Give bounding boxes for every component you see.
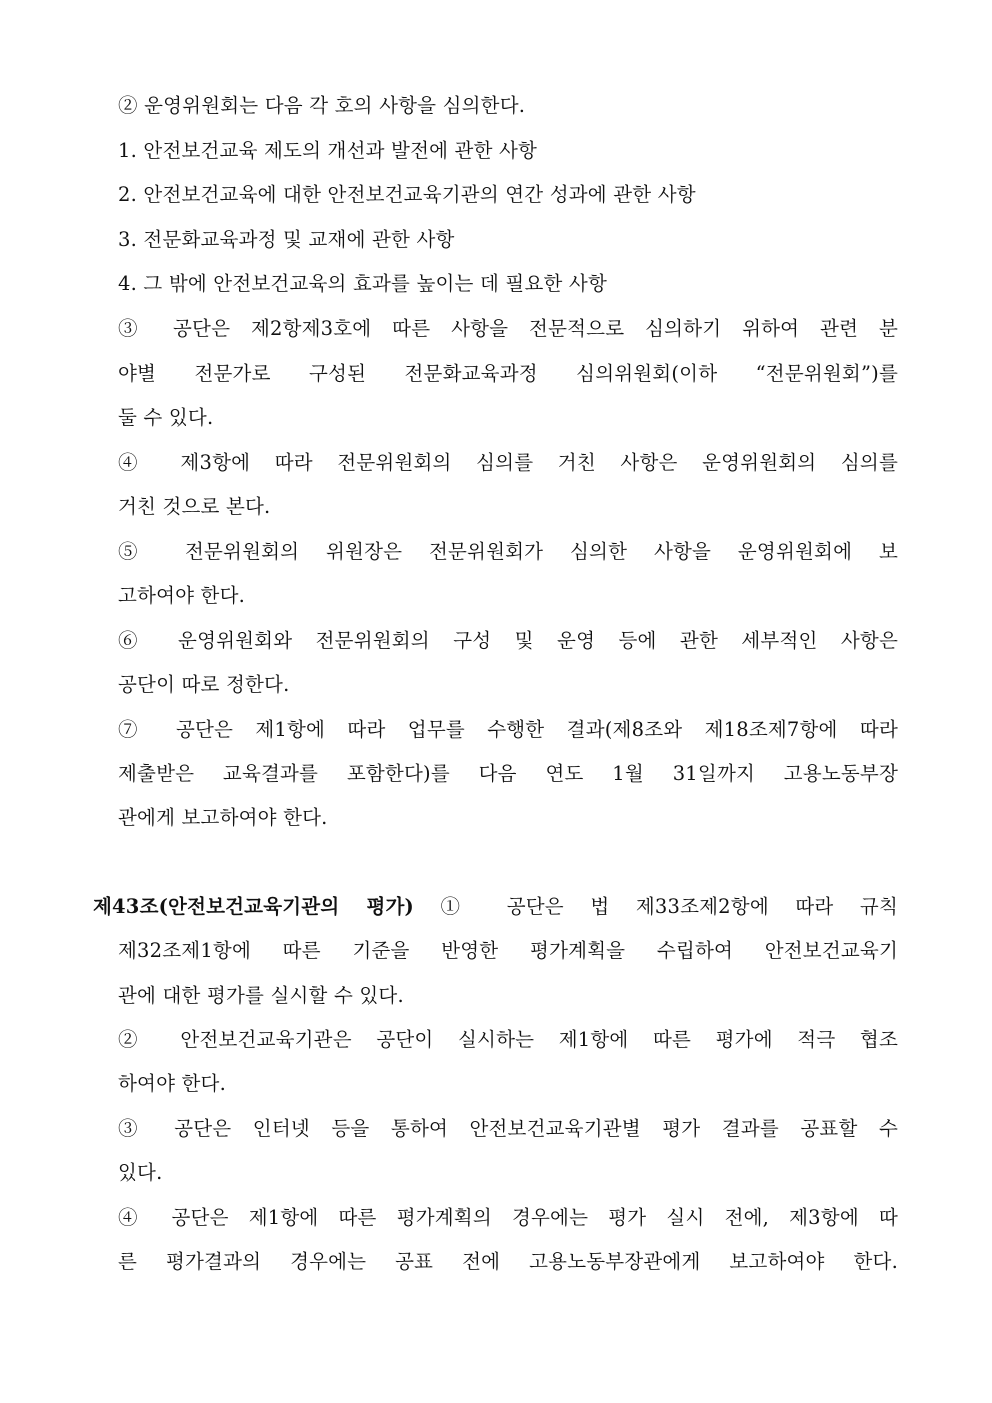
article43-heading-line bbox=[93, 893, 898, 921]
article42-item1: 1. 안전보건교육 제도의 개선과 발전에 관한 사항 bbox=[118, 139, 538, 162]
article42-para3-line1: ③ 공단은 제2항제3호에 따른 사항을 전문적으로 심의하기 위하여 관련 분 bbox=[118, 317, 898, 340]
article42-para6-line2: 공단이 따로 정한다. bbox=[118, 673, 290, 696]
article42-para5-line1: ⑤ 전문위원회의 위원장은 전문위원회가 심의한 사항을 운영위원회에 보 bbox=[118, 540, 898, 563]
article43-title: 제43조(안전보건교육기관의 평가) bbox=[93, 895, 414, 918]
article43-para1-line3: 관에 대한 평가를 실시할 수 있다. bbox=[118, 984, 404, 1007]
article43-para4-line1: ④ 공단은 제1항에 따른 평가계획의 경우에는 평가 실시 전에, 제3항에 따 bbox=[118, 1206, 898, 1229]
article42-para7-line2: 제출받은 교육결과를 포함한다)를 다음 연도 1월 31일까지 고용노동부장 bbox=[118, 762, 898, 785]
article42-para2-intro: ② 운영위원회는 다음 각 호의 사항을 심의한다. bbox=[118, 94, 526, 117]
article43-para2-line1: ② 안전보건교육기관은 공단이 실시하는 제1항에 따른 평가에 적극 협조 bbox=[118, 1028, 898, 1051]
article42-para4-line2: 거친 것으로 본다. bbox=[118, 495, 271, 518]
article43-para4-line2: 른 평가결과의 경우에는 공표 전에 고용노동부장관에게 보고하여야 한다. bbox=[118, 1250, 898, 1273]
article42-para3-line3: 둘 수 있다. bbox=[118, 406, 214, 429]
article42-item2: 2. 안전보건교육에 대한 안전보건교육기관의 연간 성과에 관한 사항 bbox=[118, 183, 696, 206]
article42-item3: 3. 전문화교육과정 및 교재에 관한 사항 bbox=[118, 228, 455, 251]
article43-para2-line2: 하여야 한다. bbox=[118, 1072, 226, 1095]
article42-para6-line1: ⑥ 운영위원회와 전문위원회의 구성 및 운영 등에 관한 세부적인 사항은 bbox=[118, 629, 898, 652]
article43-para3-line2: 있다. bbox=[118, 1161, 163, 1184]
article43-para3-line1: ③ 공단은 인터넷 등을 통하여 안전보건교육기관별 평가 결과를 공표할 수 bbox=[118, 1117, 898, 1140]
article42-item4: 4. 그 밖에 안전보건교육의 효과를 높이는 데 필요한 사항 bbox=[118, 272, 608, 295]
article42-para7-line1: ⑦ 공단은 제1항에 따라 업무를 수행한 결과(제8조와 제18조제7항에 따라 bbox=[118, 718, 898, 741]
article42-para5-line2: 고하여야 한다. bbox=[118, 584, 246, 607]
article43-para1-line2: 제32조제1항에 따른 기준을 반영한 평가계획을 수립하여 안전보건교육기 bbox=[118, 939, 898, 962]
article42-para4-line1: ④ 제3항에 따라 전문위원회의 심의를 거친 사항은 운영위원회의 심의를 bbox=[118, 451, 898, 474]
article43-para1-line1: ① 공단은 법 제33조제2항에 따라 규칙 bbox=[413, 895, 898, 918]
article42-para7-line3: 관에게 보고하여야 한다. bbox=[118, 806, 328, 829]
article42-para3-line2: 야별 전문가로 구성된 전문화교육과정 심의위원회(이하 “전문위원회”)를 bbox=[118, 362, 898, 385]
